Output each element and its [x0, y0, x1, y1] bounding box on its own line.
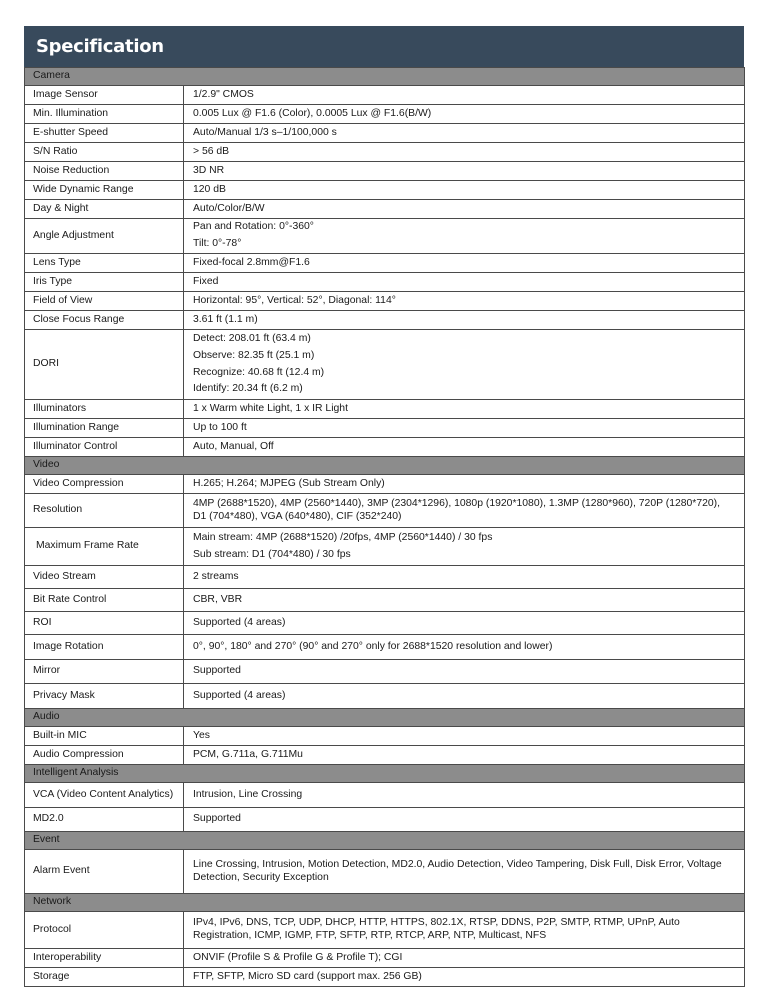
- spec-value: [184, 330, 745, 400]
- spec-value: [184, 419, 745, 438]
- spec-value-line: Main stream: 4MP (2688*1520) /20fps, 4MP (2560*1440) / 30 fps: [193, 531, 493, 543]
- section-header-row: [25, 457, 745, 475]
- spec-value: [184, 124, 745, 143]
- spec-label: Day & Night: [25, 200, 184, 219]
- spec-value-line: Tilt: 0°-78°: [193, 238, 242, 249]
- spec-value-line: Identify: 20.34 ft (6.2 m): [193, 383, 303, 395]
- spec-value-line: Observe: 82.35 ft (25.1 m): [193, 349, 315, 361]
- spec-label: Alarm Event: [25, 850, 184, 894]
- spec-label: Video Compression: [25, 475, 184, 494]
- spec-value: [184, 566, 745, 589]
- spec-value: [184, 528, 745, 566]
- spec-row: [25, 162, 745, 181]
- spec-row: [25, 86, 745, 105]
- spec-row: [25, 912, 745, 949]
- spec-row: [25, 143, 745, 162]
- spec-label: S/N Ratio: [25, 143, 184, 162]
- spec-value: [184, 968, 745, 987]
- spec-value: [184, 635, 745, 660]
- section-header: Camera: [25, 68, 745, 86]
- spec-value-line: Horizontal: 95°, Vertical: 52°, Diagonal: 114°: [193, 294, 396, 306]
- spec-label: Interoperability: [25, 949, 184, 968]
- spec-value: [184, 808, 745, 832]
- spec-row: [25, 200, 745, 219]
- spec-value-line: Fixed-focal 2.8mm@F1.6: [193, 256, 310, 268]
- spec-label: ROI: [25, 612, 184, 635]
- spec-value-line: 3D NR: [193, 164, 225, 176]
- spec-value-line: 2 streams: [193, 570, 239, 582]
- spec-value-line: > 56 dB: [193, 145, 230, 157]
- spec-value-line: 3.61 ft (1.1 m): [193, 313, 258, 325]
- spec-value-line: Sub stream: D1 (704*480) / 30 fps: [193, 548, 351, 560]
- spec-value: [184, 612, 745, 635]
- spec-label: Mirror: [25, 660, 184, 684]
- spec-row: [25, 400, 745, 419]
- spec-value: [184, 850, 745, 894]
- spec-row: [25, 311, 745, 330]
- spec-value-line: CBR, VBR: [193, 593, 243, 605]
- spec-label: Storage: [25, 968, 184, 987]
- spec-value-line: Yes: [193, 729, 210, 741]
- spec-value-line: Recognize: 40.68 ft (12.4 m): [193, 366, 325, 378]
- spec-row: [25, 612, 745, 635]
- spec-value: [184, 400, 745, 419]
- spec-label: Bit Rate Control: [25, 589, 184, 612]
- spec-row: [25, 438, 745, 457]
- section-header: Network: [25, 894, 745, 912]
- spec-label: Iris Type: [25, 273, 184, 292]
- spec-sheet: [24, 26, 744, 987]
- spec-row: [25, 273, 745, 292]
- spec-label: Field of View: [25, 292, 184, 311]
- spec-row: [25, 660, 745, 684]
- spec-label: Privacy Mask: [25, 684, 184, 709]
- spec-label: MD2.0: [25, 808, 184, 832]
- spec-value-line: H.265; H.264; MJPEG (Sub Stream Only): [193, 477, 385, 489]
- spec-row: [25, 589, 745, 612]
- spec-label: Wide Dynamic Range: [25, 181, 184, 200]
- spec-value: [184, 684, 745, 709]
- spec-label: Audio Compression: [25, 746, 184, 765]
- spec-row: [25, 746, 745, 765]
- spec-value: [184, 162, 745, 181]
- spec-value-line: 1/2.9" CMOS: [193, 88, 254, 100]
- spec-row: [25, 968, 745, 987]
- spec-row: [25, 566, 745, 589]
- spec-value: [184, 254, 745, 273]
- spec-label: Close Focus Range: [25, 311, 184, 330]
- spec-value: [184, 311, 745, 330]
- spec-value: [184, 912, 745, 949]
- spec-value: [184, 200, 745, 219]
- spec-table-body: [25, 68, 745, 987]
- spec-row: [25, 494, 745, 528]
- spec-row: [25, 949, 745, 968]
- section-header-row: [25, 765, 745, 783]
- spec-row: [25, 727, 745, 746]
- spec-value: [184, 438, 745, 457]
- spec-label: Illuminator Control: [25, 438, 184, 457]
- spec-value-line: 1 x Warm white Light, 1 x IR Light: [193, 402, 348, 414]
- spec-value-line: Auto/Manual 1/3 s–1/100,000 s: [193, 126, 337, 138]
- spec-value: [184, 589, 745, 612]
- section-header-row: [25, 832, 745, 850]
- spec-label: Resolution: [25, 494, 184, 528]
- spec-value-line: Detect: 208.01 ft (63.4 m): [193, 333, 311, 345]
- spec-value: [184, 949, 745, 968]
- spec-value: [184, 273, 745, 292]
- spec-row: [25, 219, 745, 254]
- spec-value-line: IPv4, IPv6, DNS, TCP, UDP, DHCP, HTTP, HTTPS, 802.1X, RTSP, DDNS, P2P, SMTP, RTMP, UPnP, Auto Registration, ICMP, IGMP, FTP, SFTP, RTP, RTCP, ARP, NTP, Multicast, NFS: [193, 917, 680, 941]
- spec-value: [184, 143, 745, 162]
- spec-label: Protocol: [25, 912, 184, 949]
- spec-label: Noise Reduction: [25, 162, 184, 181]
- spec-value-line: Supported: [193, 665, 241, 677]
- spec-value: [184, 746, 745, 765]
- spec-label: E-shutter Speed: [25, 124, 184, 143]
- spec-value-line: Fixed: [193, 275, 219, 287]
- spec-row: [25, 528, 745, 566]
- spec-row: [25, 850, 745, 894]
- spec-value-line: 4MP (2688*1520), 4MP (2560*1440), 3MP (2304*1296), 1080p (1920*1080), 1.3MP (1280*960), 720P (1280*720), D1 (704*480), VGA (640*480), CIF (352*240): [193, 497, 721, 522]
- spec-row: [25, 105, 745, 124]
- spec-value-line: Supported (4 areas): [193, 689, 286, 701]
- spec-value-line: 0.005 Lux @ F1.6 (Color), 0.0005 Lux @ F1.6(B/W): [193, 107, 432, 119]
- spec-label: Illumination Range: [25, 419, 184, 438]
- spec-value-line: Supported (4 areas): [193, 616, 286, 628]
- spec-value-line: 120 dB: [193, 183, 226, 195]
- spec-value: [184, 181, 745, 200]
- spec-value-line: FTP, SFTP, Micro SD card (support max. 256 GB): [193, 970, 422, 982]
- spec-value: [184, 660, 745, 684]
- spec-row: [25, 808, 745, 832]
- spec-label: Built-in MIC: [25, 727, 184, 746]
- section-header: Event: [25, 832, 745, 850]
- spec-value-line: Intrusion, Line Crossing: [193, 788, 303, 800]
- spec-value-line: Line Crossing, Intrusion, Motion Detection, MD2.0, Audio Detection, Video Tampering, Disk Full, Disk Error, Voltage Detection, Security Exception: [193, 858, 722, 883]
- section-header-row: [25, 894, 745, 912]
- spec-value-line: Supported: [193, 813, 241, 825]
- section-header: Audio: [25, 709, 745, 727]
- spec-row: [25, 783, 745, 808]
- spec-title: Specification: [24, 26, 744, 67]
- spec-label: VCA (Video Content Analytics): [25, 783, 184, 808]
- spec-value: [184, 783, 745, 808]
- section-header-row: [25, 68, 745, 86]
- spec-label: Maximum Frame Rate: [25, 528, 184, 566]
- spec-value: [184, 292, 745, 311]
- spec-row: [25, 254, 745, 273]
- spec-label: Min. Illumination: [25, 105, 184, 124]
- spec-value: [184, 105, 745, 124]
- section-header-row: [25, 709, 745, 727]
- spec-value: [184, 219, 745, 254]
- spec-row: [25, 684, 745, 709]
- spec-row: [25, 419, 745, 438]
- section-header: Video: [25, 457, 745, 475]
- spec-row: [25, 181, 745, 200]
- spec-label: Lens Type: [25, 254, 184, 273]
- spec-value-line: Up to 100 ft: [193, 421, 247, 433]
- section-header: Intelligent Analysis: [25, 765, 745, 783]
- spec-table: [24, 67, 745, 987]
- spec-value-line: ONVIF (Profile S & Profile G & Profile T); CGI: [193, 951, 403, 963]
- spec-row: [25, 124, 745, 143]
- spec-label: Video Stream: [25, 566, 184, 589]
- spec-value-line: Auto, Manual, Off: [193, 440, 274, 452]
- spec-value-line: 0°, 90°, 180° and 270° (90° and 270° only for 2688*1520 resolution and lower): [193, 640, 553, 652]
- spec-label: Illuminators: [25, 400, 184, 419]
- spec-value: [184, 727, 745, 746]
- spec-row: [25, 292, 745, 311]
- spec-row: [25, 635, 745, 660]
- spec-value-line: Auto/Color/B/W: [193, 202, 265, 214]
- spec-value: [184, 475, 745, 494]
- spec-row: [25, 475, 745, 494]
- spec-label: Angle Adjustment: [25, 219, 184, 254]
- spec-row: [25, 330, 745, 400]
- spec-label: Image Sensor: [25, 86, 184, 105]
- spec-label: DORI: [25, 330, 184, 400]
- spec-value-line: Pan and Rotation: 0°-360°: [193, 221, 314, 233]
- spec-value: [184, 86, 745, 105]
- spec-value: [184, 494, 745, 528]
- spec-label: Image Rotation: [25, 635, 184, 660]
- spec-value-line: PCM, G.711a, G.711Mu: [193, 748, 303, 760]
